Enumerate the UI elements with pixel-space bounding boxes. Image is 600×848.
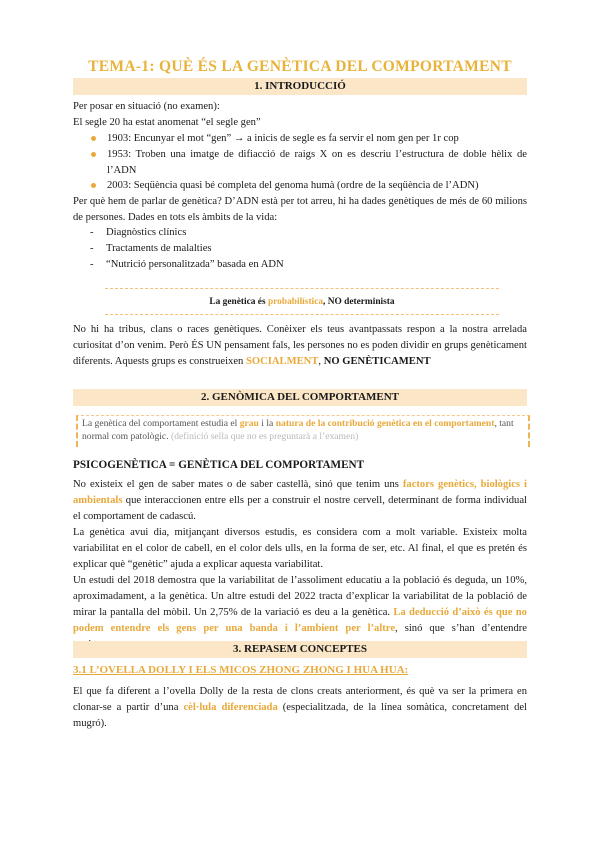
paragraph: Un estudi del 2018 demostra que la variabilitat de l’assoliment educatiu a la població és deguda, un 10%, aproximadament, a la genètica. Un altre estudi del 2022 tracta d’explicar la variabilitat de la població de mirar la pantalla del mòbil. Un 2,75% de la variació es deu a la genètica. La deducció d’això és que no podem entendre els gens per una banda i l’ambient per l’altre, sinó que s’han d’entendre xyxy=(73,575,527,634)
paragraph: Per què hem de parlar de genètica? D’ADN està per tot arreu, hi ha dades genètiques de més de 60 milions de persones. Dades en tots els àmbits de la vida: xyxy=(73,196,527,223)
list-item: - “Nutrició personalitzada” basada en ADN xyxy=(90,258,284,270)
section-heading-repasem: 3. REPASEM CONCEPTES xyxy=(73,641,527,658)
timeline-list xyxy=(73,131,527,195)
list-item: 1953: Troben una imatge de difiacció de raigs X on es descriu l’estructura de doble hèlix de l’ADN xyxy=(73,147,527,179)
callout-border-top xyxy=(105,288,499,289)
paragraph: No existeix el gen de saber mates o de saber castellà, sinó que tenim uns factors genètics, biològics i ambientals que interaccionen entre ells per a construir el nostre cervell, determinant de forma individual el comportament de cadascú. xyxy=(73,479,527,522)
section-heading-introduccio: 1. INTRODUCCIÓ xyxy=(73,78,527,95)
callout-border-bottom xyxy=(105,314,499,315)
paragraph: La genètica avui dia, mitjançant diversos estudis, es considera com a molt variable. Existeix molta variabilitat en el color de cabell, en el color dels ulls, en la forma de ser, etc. Al final, el que es pretén és explicar què “genètic” ajuda a explicar aquesta variabilitat. xyxy=(73,527,527,570)
paragraph: No hi ha tribus, clans o races genètiques. Conèixer els teus avantpassats respon a la nostra arrelada curiositat d’on venim. Però ÉS UN pensament fals, les persones no es poden dividir en grups genèticament diferents. Aquests grups es construeixen SOCIALMENT, NO GENÈTICAMENT xyxy=(73,324,527,367)
subheading-psicogenetica: PSICOGENÈTICA = GENÈTICA DEL COMPORTAMENT xyxy=(73,459,365,471)
intro-text xyxy=(73,99,527,194)
list-item: 2003: Seqüència quasi bé completa del genoma humà (ordre de la seqüència de l’ADN) xyxy=(73,178,527,194)
callout-text: La genètica és probabilística, NO determinista xyxy=(209,297,395,307)
page-title: TEMA-1: QUÈ ÉS LA GENÈTICA DEL COMPORTAMENT xyxy=(88,58,512,75)
bullet-icon xyxy=(91,136,96,141)
list-item: 1903: Encunyar el mot “gen” → a inicis de segle es fa servir el nom gen per 1r cop xyxy=(73,131,527,147)
bullet-icon xyxy=(91,152,96,157)
subheading-ovella-dolly: 3.1 L’OVELLA DOLLY I ELS MICOS ZHONG ZHONG I HUA HUA: xyxy=(73,664,409,676)
paragraph: El que fa diferent a l’ovella Dolly de la resta de clons creats anteriorment, és què va ser la primera en clonar-se a partir d’una cèl·lula diferenciada (especialitzada, de la línea somàtica, concretament del mugró). xyxy=(73,686,528,729)
paragraph: Per posar en situació (no examen): xyxy=(73,101,220,112)
paragraph: El segle 20 ha estat anomenat “el segle gen” xyxy=(73,116,261,128)
section-heading-genomica: 2. GENÒMICA DEL COMPORTAMENT xyxy=(73,389,527,406)
definition-note: La genètica del comportament estudia el grau i la natura de la contribució genètica en el comportament, tant normal com patològic. (definició sella que no es preguntarà a l’examen) xyxy=(76,415,530,447)
uses-list xyxy=(73,225,527,273)
list-item: - Diagnòstics clínics xyxy=(90,227,187,238)
list-item: - Tractaments de malalties xyxy=(90,242,212,254)
bullet-icon xyxy=(91,183,96,188)
